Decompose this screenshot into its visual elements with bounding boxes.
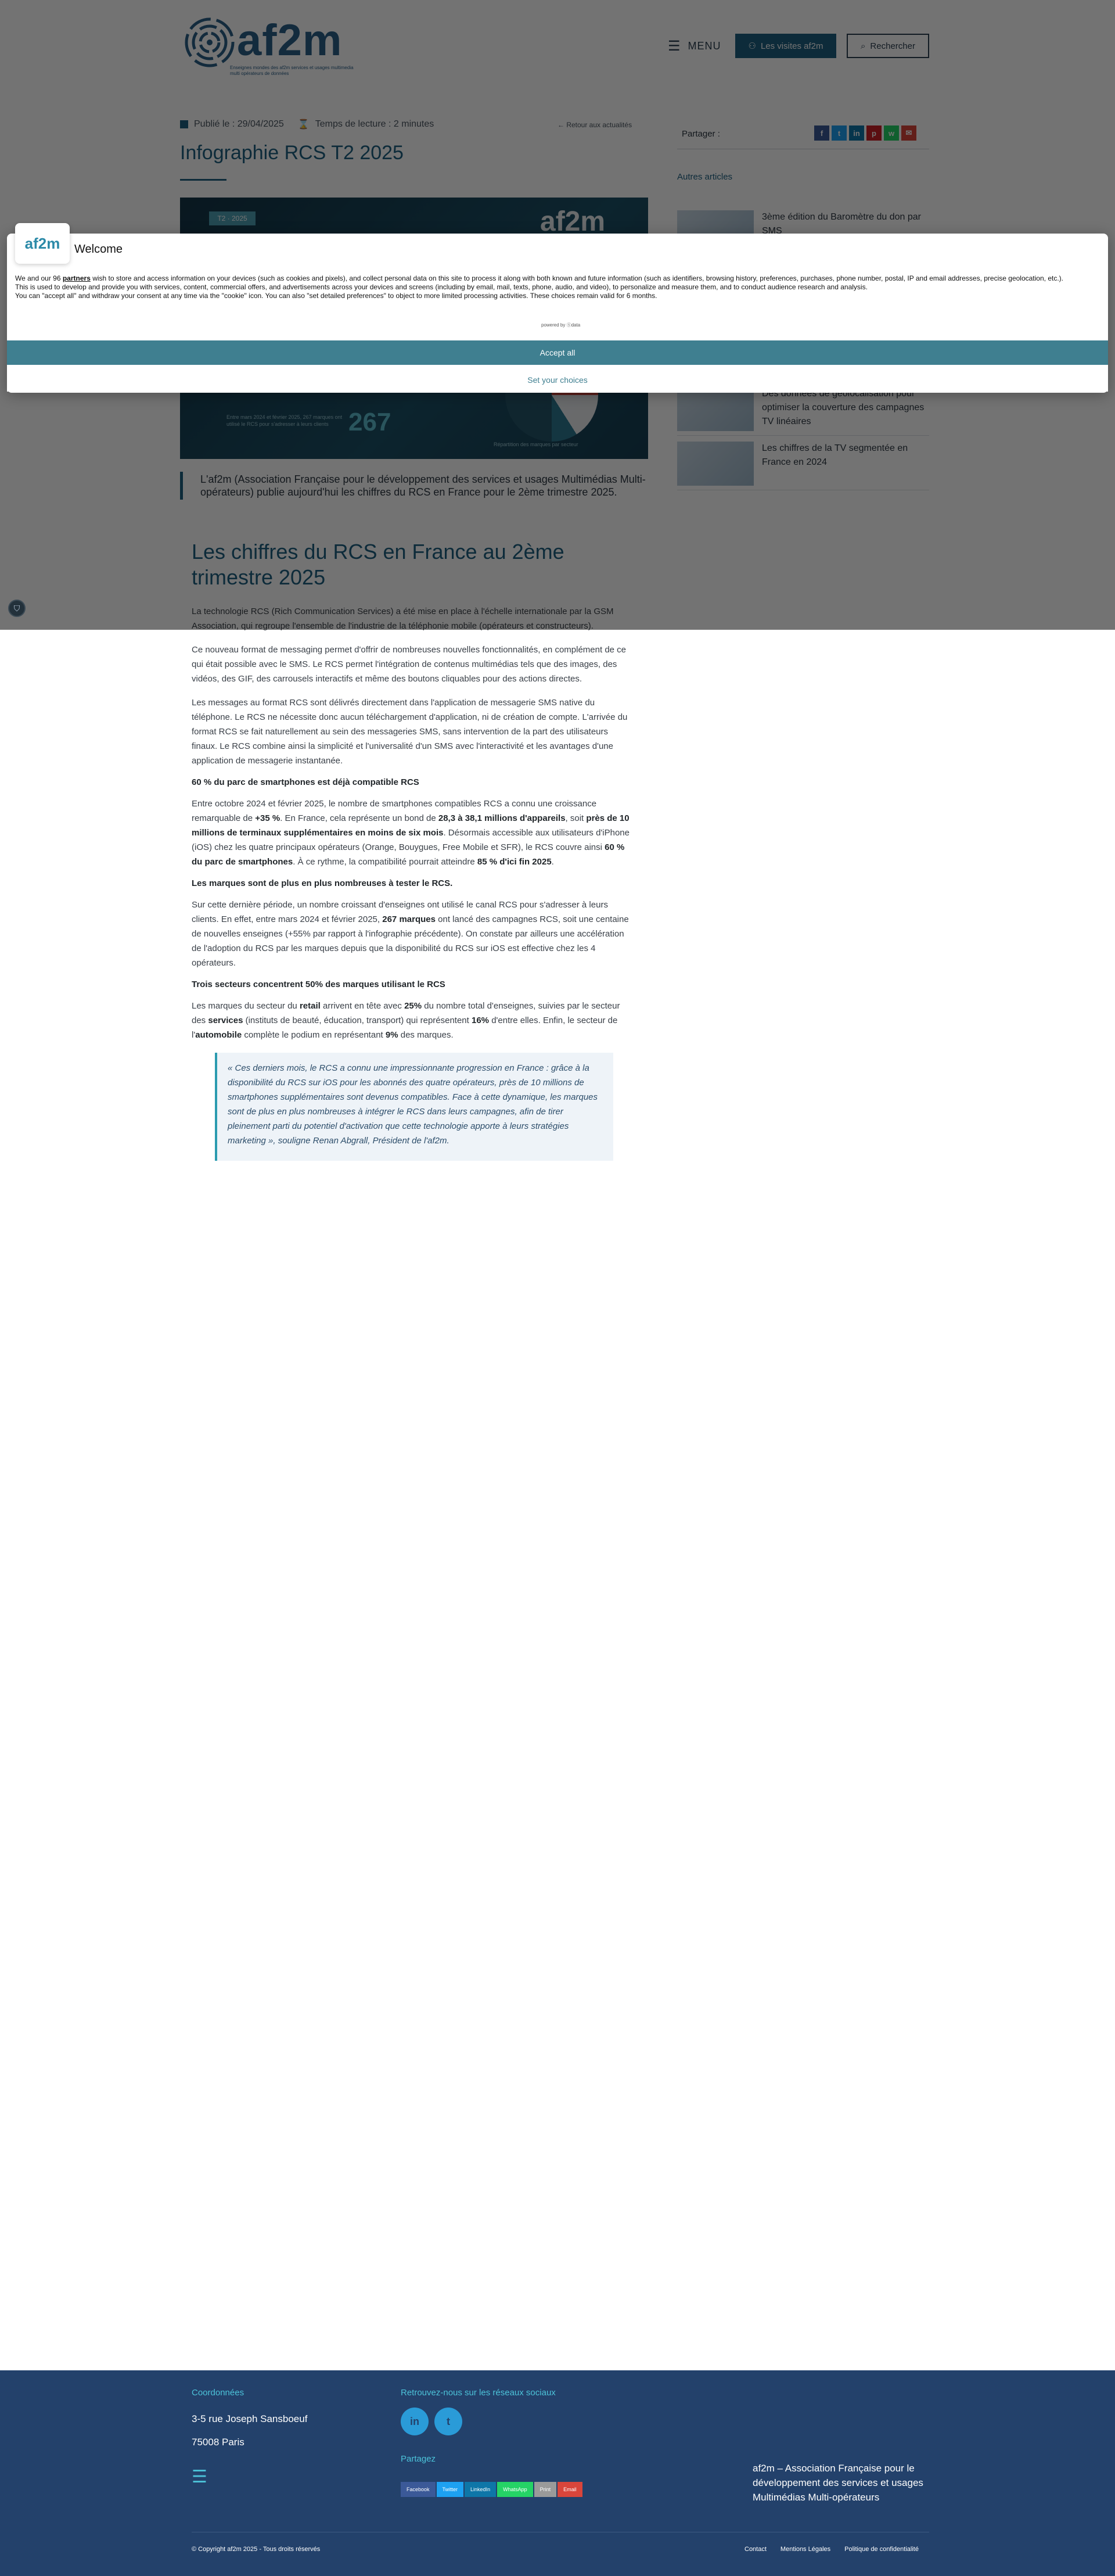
footer-share-facebook-button[interactable]	[401, 2482, 436, 2497]
subheading-compatibility: 60 % du parc de smartphones est déjà compatible RCS	[192, 777, 419, 787]
article-body	[192, 539, 633, 1161]
share-button-label: LinkedIn	[470, 2487, 491, 2492]
consent-title: Welcome	[74, 243, 123, 256]
cookie-settings-icon[interactable]: ⛉	[8, 600, 26, 617]
paragraph-4: Entre octobre 2024 et février 2025, le nombre de smartphones compatibles RCS a connu une croissance remarquable de +35 %. En France, cela représente un bond de 28,3 à 38,1 millions d'appareils, soit près de 10 millions de terminaux supplémentaires en moins de six mois. Désormais accessible aux utilisateurs d'iPhone (iOS) chez les quatre principaux opérateurs (Orange, Bouygues, Free Mobile et SFR), le RCS couvre ainsi 60 % du parc de smartphones. À ce rythme, la compatibilité pourrait atteindre 85 % d'ici fin 2025.	[192, 799, 630, 867]
footer-share-buttons	[401, 2482, 582, 2497]
footer-share-whatsapp-button[interactable]	[497, 2482, 533, 2497]
accept-all-button[interactable]: Accept all	[7, 340, 1108, 365]
twitter-icon[interactable]: t	[434, 2408, 462, 2435]
set-choices-button[interactable]: Set your choices	[7, 368, 1108, 392]
footer-share-print-button[interactable]	[534, 2482, 557, 2497]
site-footer	[0, 2370, 1115, 2576]
paragraph-6: Les marques du secteur du retail arrivent en tête avec 25% du nombre total d'enseignes, suivies par le secteur des services (instituts de beauté, éducation, transport) qui représentent 16% d'entre elles. Enfin, le secteur de l'automobile complète le podium en représentant 9% des marques.	[192, 1001, 620, 1040]
share-button-label: Email	[563, 2487, 577, 2492]
subheading-brands: Les marques sont de plus en plus nombreuses à tester le RCS.	[192, 878, 453, 888]
footer-address-line-1: 3-5 rue Joseph Sansboeuf	[192, 2413, 308, 2424]
footer-share-title: Partagez	[401, 2454, 436, 2464]
paragraph-5: Sur cette dernière période, un nombre croissant d'enseignes ont utilisé le canal RCS pour s'adresser à leurs clients. En effet, entre mars 2024 et février 2025, 267 marques ont lancé des campagnes RCS, soit une centaine de nouvelles enseignes (+55% par rapport à l'infographie précédente). On constate par ailleurs une accélération de l'adoption du RCS par les marques depuis que la disponibilité du RCS sur iOS est effective chez les 4 opérateurs.	[192, 900, 629, 968]
share-button-label: Facebook	[407, 2487, 430, 2492]
footer-social-links	[401, 2408, 462, 2435]
footer-social-title: Retrouvez-nous sur les réseaux sociaux	[401, 2388, 556, 2398]
paragraph-2: Ce nouveau format de messaging permet d'offrir de nombreuses nouvelles fonctionnalités, en complément de ce qui était possible avec le SMS. Le RCS permet l'intégration de contenus multimédias tels que des images, des vidéos, des GIF, des carrousels interactifs et même des boutons cliquables pour des actions directes.	[192, 645, 627, 684]
subheading-sectors: Trois secteurs concentrent 50% des marques utilisant le RCS	[192, 980, 445, 989]
footer-links	[744, 2546, 919, 2553]
footer-address-line-2: 75008 Paris	[192, 2437, 244, 2448]
footer-link-legal[interactable]: Mentions Légales	[780, 2546, 831, 2553]
footer-menu-icon[interactable]: ☰	[192, 2467, 207, 2487]
president-quote: « Ces derniers mois, le RCS a connu une impressionnante progression en France : grâce à la disponibilité du RCS sur iOS pour les abonnés des quatre opérateurs, près de 10 millions de smartphones supplémentaires sont devenus compatibles. Face à cette dynamique, les marques sont de plus en plus nombreuses à intégrer le RCS dans leurs campagnes, afin de tirer pleinement parti du potentiel d'activation que cette technologie apporte à leurs stratégies marketing », souligne Renan Abgrall, Président de l'af2m.	[215, 1053, 613, 1161]
share-button-label: Twitter	[442, 2487, 458, 2492]
consent-text: We and our 96 partners wish to store and access information on your devices (such as cookies and pixels), and collect personal data on this site to process it along with both known and future information (such as identifiers, browsing history, preferences, purchases, phone number, postal, IP and email addresses, precise geolocation, etc.). This is used to develop and provide you with services, content, commercial offers, and advertisements across your devices and screens (including by email, mail, texts, phone, audio, and video), to personalize and measure them, and to conduct audience research and analysis. You can "accept all" and withdraw your consent at any time via the "cookie" icon. You can also "set detailed preferences" to object to more limited processing activities. These choices remain valid for 6 months.	[15, 274, 1063, 300]
footer-share-twitter-button[interactable]	[437, 2482, 464, 2497]
footer-contact-title: Coordonnées	[192, 2388, 244, 2398]
consent-dialog	[7, 234, 1108, 393]
partners-link[interactable]: partners	[62, 274, 91, 282]
footer-share-linkedin-button[interactable]	[465, 2482, 496, 2497]
share-button-label: Print	[539, 2487, 551, 2492]
linkedin-icon[interactable]: in	[401, 2408, 429, 2435]
footer-share-email-button[interactable]	[558, 2482, 582, 2497]
footer-link-contact[interactable]: Contact	[744, 2546, 767, 2553]
footer-about: af2m – Association Française pour le développement des services et usages Multimédias Multi-opérateurs	[753, 2463, 923, 2503]
consent-logo: af2m	[15, 223, 70, 264]
powered-by: powered by Ⓢdata	[541, 322, 581, 328]
footer-link-privacy[interactable]: Politique de confidentialité	[844, 2546, 919, 2553]
share-button-label: WhatsApp	[503, 2487, 527, 2492]
paragraph-3: Les messages au format RCS sont délivrés directement dans l'application de messagerie SMS native du téléphone. Le RCS ne nécessite donc aucun téléchargement d'application, ni de création de compte. L'arrivée du format RCS se fait naturellement au sein des messageries SMS, sans intervention de la part des utilisateurs finaux. Le RCS combine ainsi la simplicité et l'universalité d'un SMS avec l'interactivité et les avantages d'une application de messagerie instantanée.	[192, 698, 628, 766]
footer-copyright: © Copyright af2m 2025 - Tous droits réservés	[192, 2546, 321, 2553]
